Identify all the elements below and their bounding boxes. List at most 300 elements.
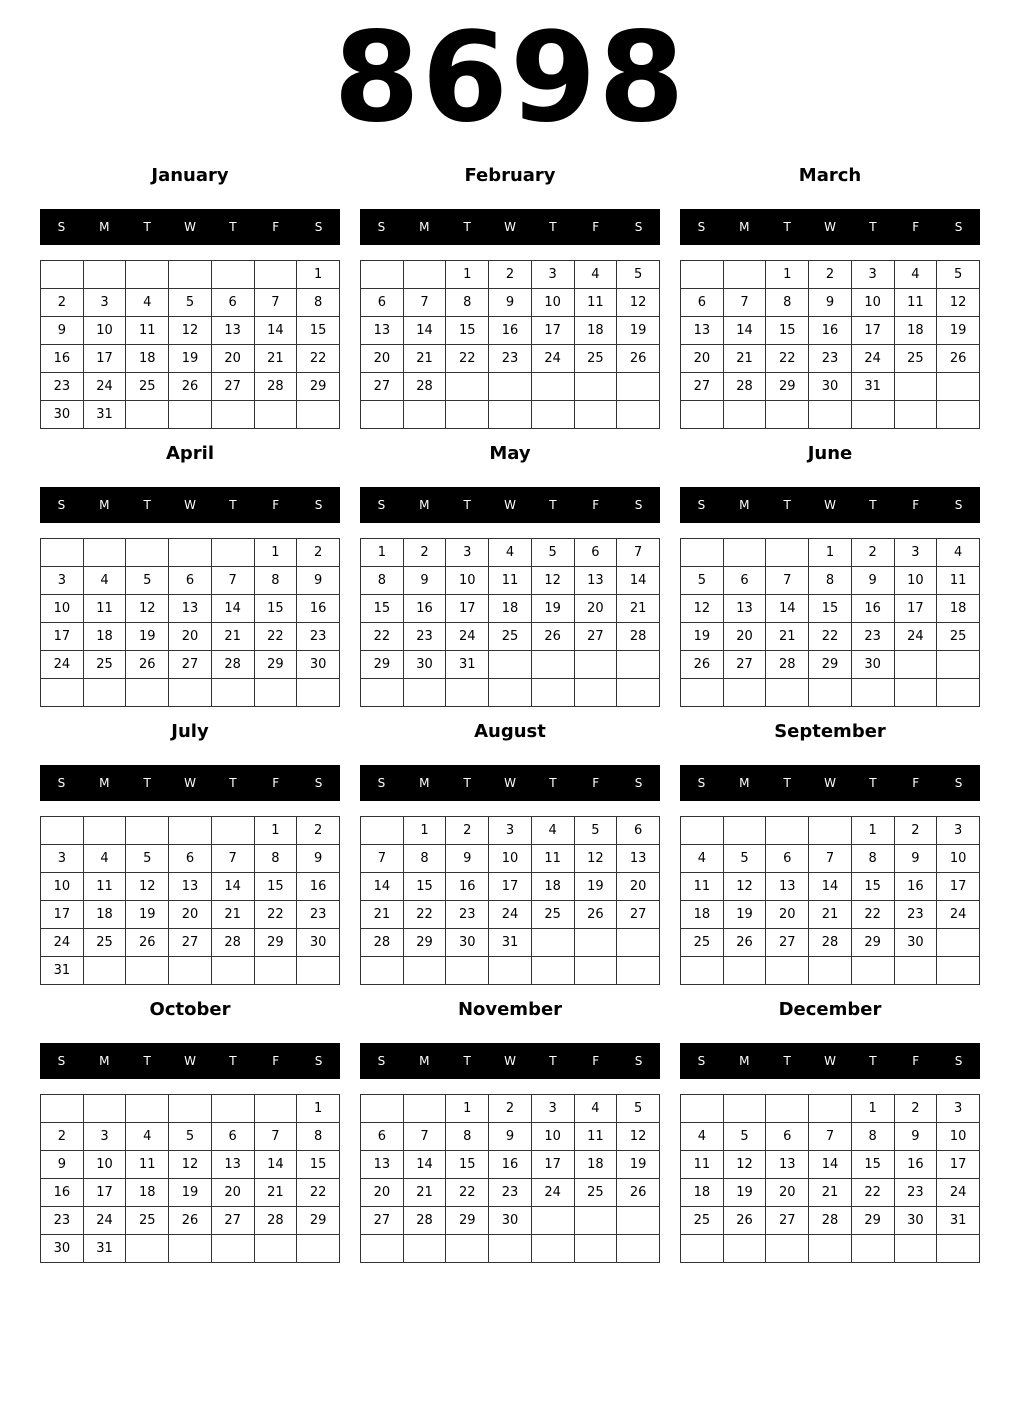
day-cell: 26 xyxy=(169,1207,212,1235)
weekday-label: W xyxy=(824,1054,836,1068)
day-cell xyxy=(766,957,809,985)
day-cell xyxy=(83,957,126,985)
day-cell: 20 xyxy=(681,345,724,373)
day-cell xyxy=(254,957,297,985)
day-cell: 13 xyxy=(574,567,617,595)
weekday-label: T xyxy=(869,498,877,512)
day-cell: 15 xyxy=(361,595,404,623)
day-cell: 1 xyxy=(403,817,446,845)
day-cell: 18 xyxy=(681,1179,724,1207)
day-cell: 7 xyxy=(809,1123,852,1151)
day-cell xyxy=(574,929,617,957)
day-cell xyxy=(169,261,212,289)
weekday-label: T xyxy=(869,220,877,234)
year-title: 8698 xyxy=(333,6,687,150)
day-cell: 29 xyxy=(297,1207,340,1235)
day-cell xyxy=(531,373,574,401)
weekday-header-bar xyxy=(40,765,340,801)
day-cell: 22 xyxy=(851,1179,894,1207)
day-cell xyxy=(254,261,297,289)
day-cell: 9 xyxy=(894,1123,937,1151)
week-row xyxy=(361,817,660,845)
week-row xyxy=(41,1179,340,1207)
week-row xyxy=(361,1235,660,1263)
day-cell: 19 xyxy=(681,623,724,651)
day-cell xyxy=(531,401,574,429)
week-row xyxy=(361,401,660,429)
day-cell: 16 xyxy=(489,1151,532,1179)
weekday-header-bar xyxy=(360,487,660,523)
day-cell: 29 xyxy=(446,1207,489,1235)
week-row xyxy=(681,595,980,623)
day-cell: 25 xyxy=(489,623,532,651)
day-cell xyxy=(681,817,724,845)
week-row xyxy=(681,845,980,873)
day-cell xyxy=(766,401,809,429)
day-cell xyxy=(297,401,340,429)
day-cell: 17 xyxy=(41,623,84,651)
weekday-label: W xyxy=(824,498,836,512)
day-cell xyxy=(361,401,404,429)
day-cell: 2 xyxy=(446,817,489,845)
day-cell: 21 xyxy=(723,345,766,373)
weekday-label: S xyxy=(377,220,386,234)
day-cell: 13 xyxy=(681,317,724,345)
day-cell xyxy=(809,1235,852,1263)
day-cell: 23 xyxy=(894,1179,937,1207)
day-cell: 26 xyxy=(723,929,766,957)
day-grid xyxy=(360,1094,660,1263)
day-cell xyxy=(723,1095,766,1123)
day-cell xyxy=(681,1095,724,1123)
day-cell: 3 xyxy=(894,539,937,567)
day-cell: 12 xyxy=(681,595,724,623)
month-name: May xyxy=(489,443,531,464)
day-cell: 24 xyxy=(83,1207,126,1235)
day-cell: 30 xyxy=(403,651,446,679)
day-cell: 14 xyxy=(809,1151,852,1179)
day-cell: 18 xyxy=(894,317,937,345)
weekday-label: S xyxy=(57,220,66,234)
day-cell: 2 xyxy=(894,1095,937,1123)
day-cell: 9 xyxy=(446,845,489,873)
day-cell xyxy=(617,929,660,957)
month-name: June xyxy=(807,443,853,464)
day-cell: 29 xyxy=(809,651,852,679)
day-cell: 2 xyxy=(297,817,340,845)
day-cell xyxy=(851,957,894,985)
day-cell xyxy=(531,1207,574,1235)
week-row xyxy=(681,567,980,595)
day-cell: 30 xyxy=(489,1207,532,1235)
day-cell: 12 xyxy=(723,1151,766,1179)
day-cell: 16 xyxy=(894,873,937,901)
weekday-label: T xyxy=(143,220,151,234)
day-cell: 17 xyxy=(851,317,894,345)
week-row xyxy=(681,679,980,707)
day-cell: 26 xyxy=(937,345,980,373)
day-cell: 2 xyxy=(894,817,937,845)
weekday-label: T xyxy=(549,1054,557,1068)
day-cell: 2 xyxy=(489,261,532,289)
weekday-label: T xyxy=(229,220,237,234)
day-cell xyxy=(894,679,937,707)
weekday-label: M xyxy=(99,498,110,512)
day-cell: 25 xyxy=(83,651,126,679)
day-cell: 8 xyxy=(446,1123,489,1151)
weekday-label: M xyxy=(739,1054,750,1068)
day-cell xyxy=(126,539,169,567)
day-cell: 19 xyxy=(126,623,169,651)
week-row xyxy=(41,289,340,317)
day-cell: 14 xyxy=(254,317,297,345)
day-cell: 29 xyxy=(254,651,297,679)
day-cell: 5 xyxy=(723,845,766,873)
day-cell: 1 xyxy=(851,817,894,845)
week-row xyxy=(361,679,660,707)
day-cell: 19 xyxy=(617,317,660,345)
week-row xyxy=(361,651,660,679)
weekday-header-bar xyxy=(40,209,340,245)
week-row xyxy=(361,539,660,567)
day-cell: 15 xyxy=(254,873,297,901)
week-row xyxy=(681,1095,980,1123)
day-cell: 28 xyxy=(211,929,254,957)
day-cell xyxy=(254,1095,297,1123)
day-cell: 4 xyxy=(489,539,532,567)
day-cell: 31 xyxy=(446,651,489,679)
weekday-label: M xyxy=(99,1054,110,1068)
day-cell xyxy=(403,957,446,985)
weekday-label: T xyxy=(783,776,791,790)
day-cell: 27 xyxy=(361,373,404,401)
weekday-label: W xyxy=(504,1054,516,1068)
day-cell: 29 xyxy=(361,651,404,679)
day-cell: 15 xyxy=(766,317,809,345)
day-cell xyxy=(851,401,894,429)
day-grid xyxy=(40,538,340,707)
day-cell: 2 xyxy=(851,539,894,567)
weekday-label: F xyxy=(592,1054,600,1068)
day-cell: 13 xyxy=(211,1151,254,1179)
week-row xyxy=(361,595,660,623)
day-cell: 22 xyxy=(297,345,340,373)
day-cell: 12 xyxy=(126,595,169,623)
day-cell xyxy=(297,1235,340,1263)
weekday-label: S xyxy=(954,498,963,512)
weekday-label: T xyxy=(549,776,557,790)
day-cell xyxy=(211,539,254,567)
day-cell: 9 xyxy=(851,567,894,595)
weekday-label: F xyxy=(272,776,280,790)
weekday-label: W xyxy=(184,498,196,512)
weekday-label: S xyxy=(377,1054,386,1068)
day-cell xyxy=(169,1235,212,1263)
day-cell: 8 xyxy=(254,845,297,873)
day-cell: 5 xyxy=(169,289,212,317)
day-cell xyxy=(574,651,617,679)
day-cell: 15 xyxy=(851,1151,894,1179)
day-cell: 24 xyxy=(894,623,937,651)
day-cell: 13 xyxy=(723,595,766,623)
day-cell: 26 xyxy=(723,1207,766,1235)
weekday-label: M xyxy=(99,776,110,790)
day-cell: 22 xyxy=(446,1179,489,1207)
day-cell: 5 xyxy=(723,1123,766,1151)
week-row xyxy=(361,261,660,289)
day-cell: 10 xyxy=(489,845,532,873)
week-row xyxy=(41,873,340,901)
day-cell: 17 xyxy=(531,1151,574,1179)
day-cell: 1 xyxy=(446,261,489,289)
week-row xyxy=(681,901,980,929)
day-cell: 11 xyxy=(531,845,574,873)
weekday-label: F xyxy=(272,498,280,512)
day-cell: 28 xyxy=(254,1207,297,1235)
week-row xyxy=(41,957,340,985)
week-row xyxy=(41,651,340,679)
day-cell: 4 xyxy=(894,261,937,289)
week-row xyxy=(361,1123,660,1151)
weekday-label: T xyxy=(463,1054,471,1068)
day-cell: 3 xyxy=(851,261,894,289)
weekday-label: F xyxy=(912,1054,920,1068)
day-cell: 26 xyxy=(169,373,212,401)
day-cell xyxy=(894,957,937,985)
day-cell: 17 xyxy=(83,345,126,373)
day-cell: 6 xyxy=(169,567,212,595)
week-row xyxy=(41,595,340,623)
day-cell: 4 xyxy=(574,1095,617,1123)
day-cell: 3 xyxy=(937,1095,980,1123)
weekday-label: M xyxy=(419,220,430,234)
day-cell xyxy=(41,679,84,707)
day-cell: 30 xyxy=(297,651,340,679)
day-cell: 11 xyxy=(681,1151,724,1179)
day-cell xyxy=(254,1235,297,1263)
day-cell: 6 xyxy=(169,845,212,873)
day-cell xyxy=(126,817,169,845)
day-cell: 19 xyxy=(723,1179,766,1207)
day-cell: 7 xyxy=(723,289,766,317)
day-cell: 26 xyxy=(681,651,724,679)
week-row xyxy=(361,1179,660,1207)
day-cell: 25 xyxy=(937,623,980,651)
day-grid xyxy=(40,260,340,429)
day-cell: 19 xyxy=(937,317,980,345)
day-cell: 18 xyxy=(937,595,980,623)
day-cell: 23 xyxy=(446,901,489,929)
day-cell: 3 xyxy=(489,817,532,845)
day-cell: 4 xyxy=(574,261,617,289)
day-cell: 14 xyxy=(403,317,446,345)
day-cell: 13 xyxy=(211,317,254,345)
day-cell: 10 xyxy=(531,289,574,317)
day-cell: 30 xyxy=(894,1207,937,1235)
day-cell: 27 xyxy=(169,651,212,679)
day-cell: 26 xyxy=(574,901,617,929)
day-cell: 7 xyxy=(254,289,297,317)
day-cell xyxy=(169,679,212,707)
day-cell: 9 xyxy=(894,845,937,873)
day-cell: 26 xyxy=(126,929,169,957)
day-cell: 12 xyxy=(531,567,574,595)
day-cell: 22 xyxy=(403,901,446,929)
day-cell xyxy=(574,1207,617,1235)
day-cell: 28 xyxy=(723,373,766,401)
week-row xyxy=(361,289,660,317)
day-cell: 20 xyxy=(361,345,404,373)
day-cell: 6 xyxy=(574,539,617,567)
day-cell: 3 xyxy=(446,539,489,567)
day-cell: 29 xyxy=(297,373,340,401)
day-cell: 1 xyxy=(297,261,340,289)
week-row xyxy=(681,929,980,957)
day-cell: 16 xyxy=(297,873,340,901)
day-cell: 3 xyxy=(41,845,84,873)
day-cell: 25 xyxy=(574,345,617,373)
day-cell: 7 xyxy=(617,539,660,567)
day-cell xyxy=(403,401,446,429)
day-cell: 9 xyxy=(297,567,340,595)
day-cell: 8 xyxy=(851,845,894,873)
weekday-label: S xyxy=(634,498,643,512)
day-cell: 15 xyxy=(446,1151,489,1179)
weekday-header-bar xyxy=(680,1043,980,1079)
day-cell: 15 xyxy=(446,317,489,345)
weekday-label: W xyxy=(824,220,836,234)
day-cell: 24 xyxy=(851,345,894,373)
weekday-label: S xyxy=(634,1054,643,1068)
day-cell: 22 xyxy=(361,623,404,651)
day-grid xyxy=(360,538,660,707)
month-name: February xyxy=(464,165,556,186)
day-cell: 24 xyxy=(531,345,574,373)
week-row xyxy=(681,623,980,651)
day-cell xyxy=(211,401,254,429)
day-cell: 18 xyxy=(531,873,574,901)
day-cell: 26 xyxy=(617,1179,660,1207)
day-cell: 29 xyxy=(403,929,446,957)
day-cell: 23 xyxy=(41,373,84,401)
month-name: July xyxy=(171,721,209,742)
day-cell xyxy=(489,1235,532,1263)
day-cell: 27 xyxy=(169,929,212,957)
day-cell: 28 xyxy=(403,1207,446,1235)
day-cell xyxy=(446,373,489,401)
day-grid xyxy=(680,538,980,707)
day-cell: 21 xyxy=(809,1179,852,1207)
day-cell: 20 xyxy=(169,901,212,929)
day-cell: 30 xyxy=(446,929,489,957)
weekday-label: T xyxy=(463,776,471,790)
day-cell: 11 xyxy=(126,317,169,345)
day-cell: 14 xyxy=(403,1151,446,1179)
weekday-label: T xyxy=(143,1054,151,1068)
day-cell xyxy=(169,401,212,429)
day-cell: 2 xyxy=(41,1123,84,1151)
week-row xyxy=(681,317,980,345)
day-cell xyxy=(766,539,809,567)
week-row xyxy=(41,1235,340,1263)
week-row xyxy=(41,1151,340,1179)
day-cell xyxy=(681,401,724,429)
day-cell xyxy=(403,261,446,289)
weekday-label: M xyxy=(739,220,750,234)
day-cell: 17 xyxy=(41,901,84,929)
day-cell: 2 xyxy=(297,539,340,567)
week-row xyxy=(361,929,660,957)
day-cell xyxy=(83,539,126,567)
day-cell: 25 xyxy=(126,1207,169,1235)
day-cell: 15 xyxy=(297,317,340,345)
day-cell: 22 xyxy=(254,623,297,651)
day-cell: 12 xyxy=(723,873,766,901)
day-cell: 10 xyxy=(83,317,126,345)
day-cell xyxy=(851,679,894,707)
day-cell: 8 xyxy=(446,289,489,317)
day-cell: 19 xyxy=(531,595,574,623)
month-name: November xyxy=(457,999,563,1020)
day-cell xyxy=(574,957,617,985)
day-cell xyxy=(894,651,937,679)
day-cell: 18 xyxy=(681,901,724,929)
week-row xyxy=(361,1095,660,1123)
day-cell: 5 xyxy=(169,1123,212,1151)
week-row xyxy=(361,317,660,345)
week-row xyxy=(41,261,340,289)
month-name: December xyxy=(778,999,882,1020)
day-cell: 5 xyxy=(574,817,617,845)
day-cell: 4 xyxy=(531,817,574,845)
day-cell: 20 xyxy=(766,901,809,929)
day-cell: 14 xyxy=(809,873,852,901)
week-row xyxy=(41,901,340,929)
day-cell: 28 xyxy=(809,1207,852,1235)
weekday-label: W xyxy=(824,776,836,790)
day-cell: 11 xyxy=(489,567,532,595)
weekday-label: T xyxy=(229,1054,237,1068)
day-cell: 11 xyxy=(894,289,937,317)
day-cell xyxy=(126,261,169,289)
day-cell: 24 xyxy=(937,901,980,929)
day-cell xyxy=(723,957,766,985)
day-cell: 1 xyxy=(851,1095,894,1123)
day-cell: 17 xyxy=(446,595,489,623)
week-row xyxy=(41,929,340,957)
day-cell: 8 xyxy=(851,1123,894,1151)
day-cell: 9 xyxy=(41,317,84,345)
day-cell xyxy=(617,651,660,679)
week-row xyxy=(681,1179,980,1207)
day-cell: 6 xyxy=(361,1123,404,1151)
day-cell xyxy=(489,401,532,429)
day-cell: 10 xyxy=(83,1151,126,1179)
day-cell xyxy=(41,261,84,289)
day-cell: 20 xyxy=(766,1179,809,1207)
weekday-header-bar xyxy=(360,765,660,801)
weekday-label: S xyxy=(634,776,643,790)
day-cell: 10 xyxy=(894,567,937,595)
day-cell: 7 xyxy=(361,845,404,873)
day-cell xyxy=(766,817,809,845)
month-name: August xyxy=(474,721,546,742)
day-cell: 8 xyxy=(766,289,809,317)
day-cell: 27 xyxy=(574,623,617,651)
day-cell: 16 xyxy=(446,873,489,901)
day-cell: 26 xyxy=(617,345,660,373)
day-cell: 13 xyxy=(169,873,212,901)
